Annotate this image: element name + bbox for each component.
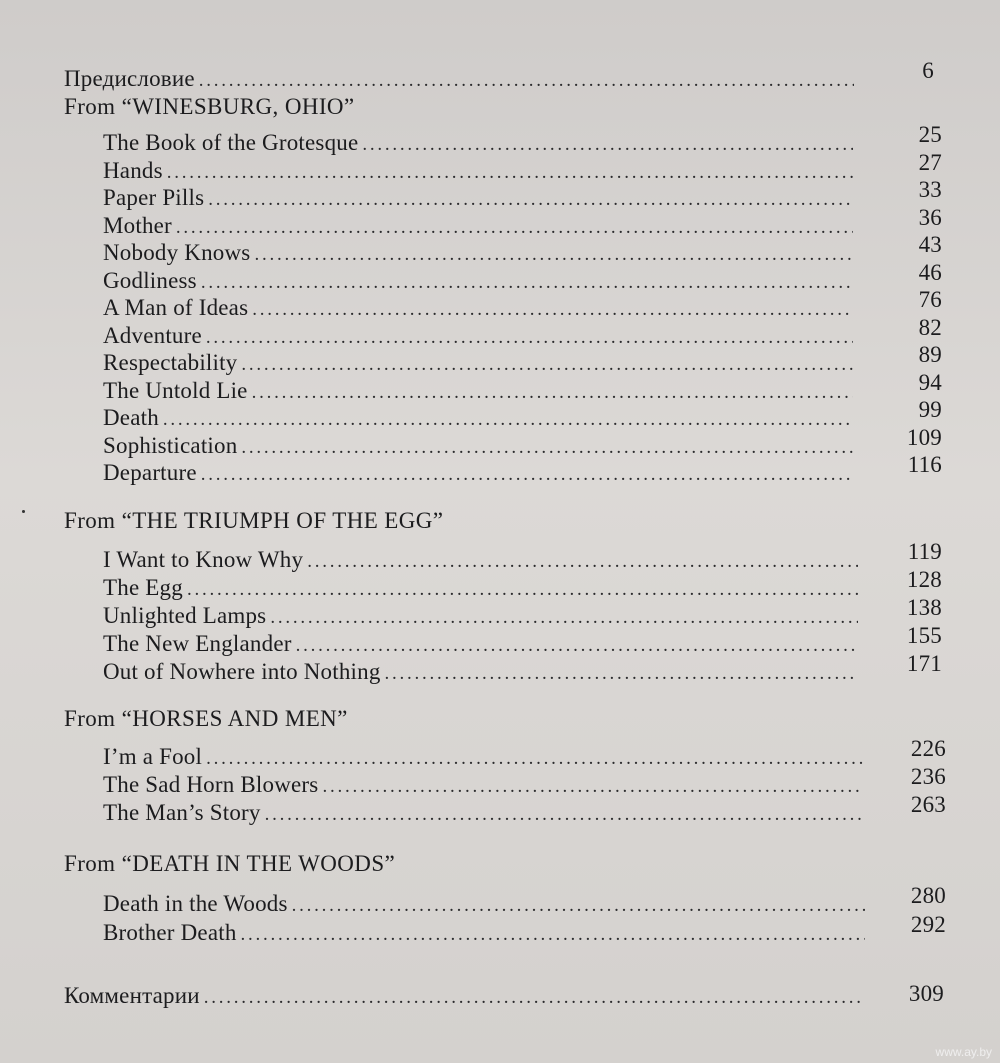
toc-entry [103,323,853,349]
entry-page: 236 [910,764,946,789]
entry-title: Предисловие [64,66,195,91]
entry-page: 43 [918,232,942,257]
leader-dots [296,635,858,657]
leader-dots [206,748,863,770]
toc-entry [103,920,865,946]
entry-title: The Book of the Grotesque [103,130,359,155]
entry-page: 309 [908,981,944,1006]
toc-entry-comments [64,983,864,1009]
leader-dots [254,244,853,266]
entry-title: The Egg [103,575,183,600]
entry-title: The Man’s Story [103,800,261,825]
leader-dots [265,804,863,826]
leader-dots [252,299,853,321]
entry-title: Hands [103,158,163,183]
leader-dots [241,924,865,946]
leader-dots [163,409,853,431]
toc-entry [103,295,853,321]
entry-page: 155 [906,623,942,648]
toc-entry [103,240,853,266]
leader-dots [167,162,853,184]
toc-entry [103,378,853,404]
entry-page: 76 [918,287,942,312]
leader-dots [204,987,864,1009]
leader-dots [201,272,853,294]
entry-title: Respectability [103,350,238,375]
toc-entry [103,130,853,156]
leader-dots [176,217,853,239]
entry-title: I’m a Fool [103,744,203,769]
toc-entry [103,575,858,601]
toc-entry [103,460,853,486]
watermark-text: www.ay.by [935,1045,992,1059]
toc-entry [103,433,853,459]
toc-entry [103,350,853,376]
toc-entry [103,800,863,826]
toc-entry [103,185,853,211]
entry-title: Paper Pills [103,185,205,210]
leader-dots [252,382,853,404]
entry-page: 94 [918,370,942,395]
entry-title: I Want to Know Why [103,547,304,572]
leader-dots [322,776,863,798]
toc-entry [103,547,858,573]
entry-page: 292 [910,912,946,937]
entry-title: Mother [103,213,172,238]
toc-entry [103,603,858,629]
entry-page: 6 [922,58,934,83]
leader-dots [362,134,853,156]
toc-entry [103,659,858,685]
toc-entry [103,213,853,239]
entry-page: 36 [918,205,942,230]
toc-entry [103,268,853,294]
toc-entry [103,158,853,184]
entry-title: Sophistication [103,433,238,458]
entry-title: Adventure [103,323,202,348]
toc-entry [103,405,853,431]
ink-speck [22,510,25,513]
toc-entry [103,772,863,798]
toc-entry [103,744,863,770]
leader-dots [208,189,853,211]
entry-title: Unlighted Lamps [103,603,267,628]
leader-dots [385,663,858,685]
entry-page: 128 [906,567,942,592]
entry-title: Brother Death [103,920,237,945]
entry-title: The New Englander [103,631,292,656]
entry-title: Godliness [103,268,197,293]
entry-page: 226 [910,736,946,761]
section-heading-horses-men: From “HORSES AND MEN” [64,706,348,731]
entry-title: Out of Nowhere into Nothing [103,659,381,684]
entry-page: 82 [918,315,942,340]
entry-page: 89 [918,342,942,367]
section-heading-death-woods: From “DEATH IN THE WOODS” [64,851,396,876]
toc-entry [103,891,865,917]
entry-page: 99 [918,397,942,422]
entry-page: 171 [906,651,942,676]
leader-dots [199,70,854,92]
entry-title: The Untold Lie [103,378,248,403]
toc-entry [103,631,858,657]
entry-page: 280 [910,883,946,908]
leader-dots [270,607,858,629]
entry-page: 33 [918,177,942,202]
leader-dots [241,437,853,459]
section-heading-winesburg: From “WINESBURG, OHIO” [64,94,355,119]
entry-title: Nobody Knows [103,240,251,265]
entry-page: 119 [907,539,942,564]
entry-page: 27 [918,150,942,175]
entry-title: Death in the Woods [103,891,288,916]
leader-dots [241,354,853,376]
entry-page: 25 [918,122,942,147]
leader-dots [206,327,853,349]
entry-page: 116 [907,452,942,477]
entry-title: Departure [103,460,197,485]
entry-title: The Sad Horn Blowers [103,772,319,797]
leader-dots [187,579,858,601]
section-heading-triumph-egg: From “THE TRIUMPH OF THE EGG” [64,508,444,533]
entry-title: A Man of Ideas [103,295,249,320]
entry-page: 263 [910,792,946,817]
entry-page: 46 [918,260,942,285]
entry-title: Комментарии [64,983,200,1008]
leader-dots [201,464,853,486]
entry-page: 109 [906,425,942,450]
entry-page: 138 [906,595,942,620]
leader-dots [307,551,858,573]
toc-entry-preface [64,66,854,92]
entry-title: Death [103,405,159,430]
leader-dots [292,895,865,917]
